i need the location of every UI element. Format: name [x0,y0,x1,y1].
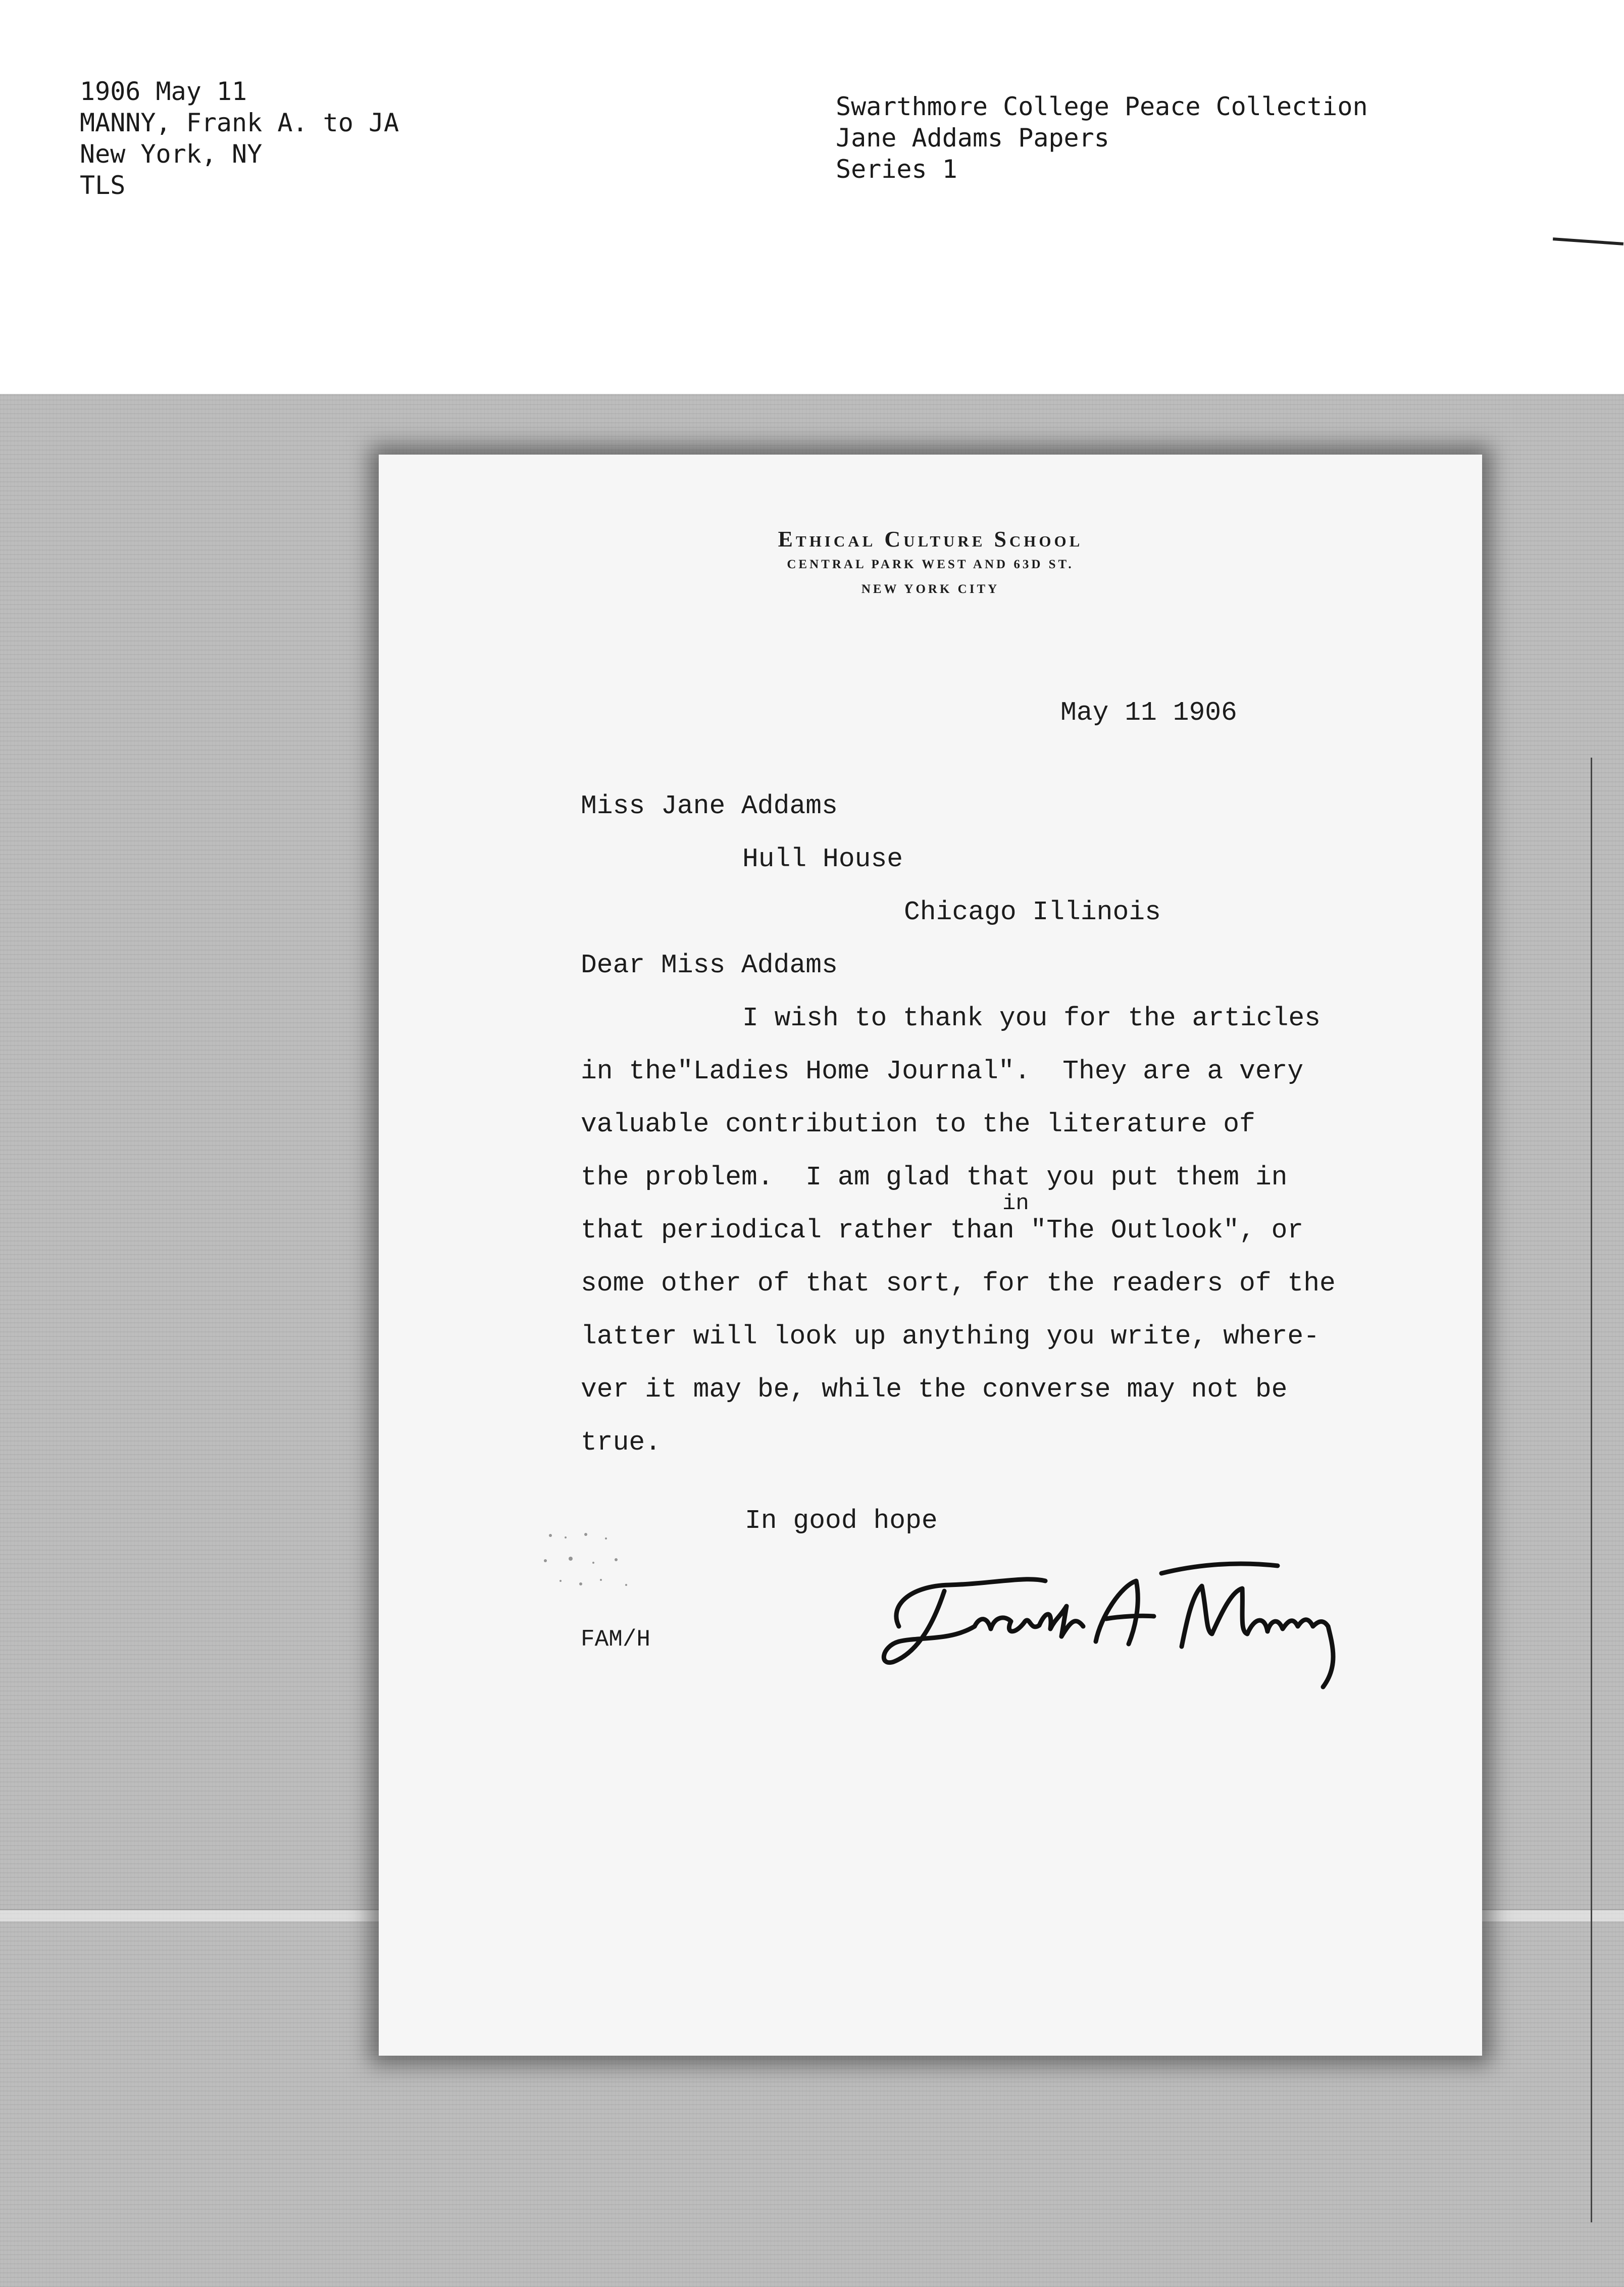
body-line: valuable contribution to the literature of [581,1109,1255,1139]
reference-initials: FAM/H [581,1626,651,1653]
closing: In good hope [745,1506,938,1536]
archive-place: New York, NY [80,139,263,169]
letterhead [379,525,1482,603]
body-line: in the"Ladies Home Journal". They are a very [581,1056,1304,1086]
letter-date: May 11 1906 [1060,698,1237,728]
recipient-institution: Hull House [742,844,903,874]
archive-correspondents: MANNY, Frank A. to JA [80,108,399,137]
series-name: Series 1 [836,155,957,184]
archive-collection [836,91,1368,185]
body-line: the problem. I am glad that you put them in [581,1162,1288,1192]
handwritten-insertion: in [1002,1191,1029,1216]
archive-date: 1906 May 11 [80,77,247,106]
archive-header [0,0,1624,394]
recipient-name: Miss Jane Addams [581,791,838,821]
body-line: true. [581,1427,662,1458]
body-line: some other of that sort, for the readers of the [581,1268,1336,1299]
recipient-city: Chicago Illinois [904,897,1161,927]
body-line: ver it may be, while the converse may not be [581,1374,1288,1405]
letterhead-school: Ethical Culture School [778,527,1083,552]
scan-edge-line [1591,758,1592,2222]
body-line: latter will look up anything you write, where- [581,1321,1320,1352]
letterhead-address: CENTRAL PARK WEST AND 63D ST. [787,558,1074,571]
faint-stamp-marks [530,1525,662,1606]
letterhead-city: NEW YORK CITY [861,582,1000,596]
body-line: that periodical rather than "The Outlook", or [581,1215,1304,1246]
letter-sheet [379,455,1482,2056]
archive-doc-type: TLS [80,171,126,200]
salutation: Dear Miss Addams [581,950,838,980]
archive-citation [80,76,399,201]
body-line: I wish to thank you for the articles [742,1003,1321,1033]
signature-mark [879,1546,1358,1697]
papers-name: Jane Addams Papers [836,123,1109,153]
edge-mark [1553,237,1623,245]
collection-name: Swarthmore College Peace Collection [836,92,1368,121]
